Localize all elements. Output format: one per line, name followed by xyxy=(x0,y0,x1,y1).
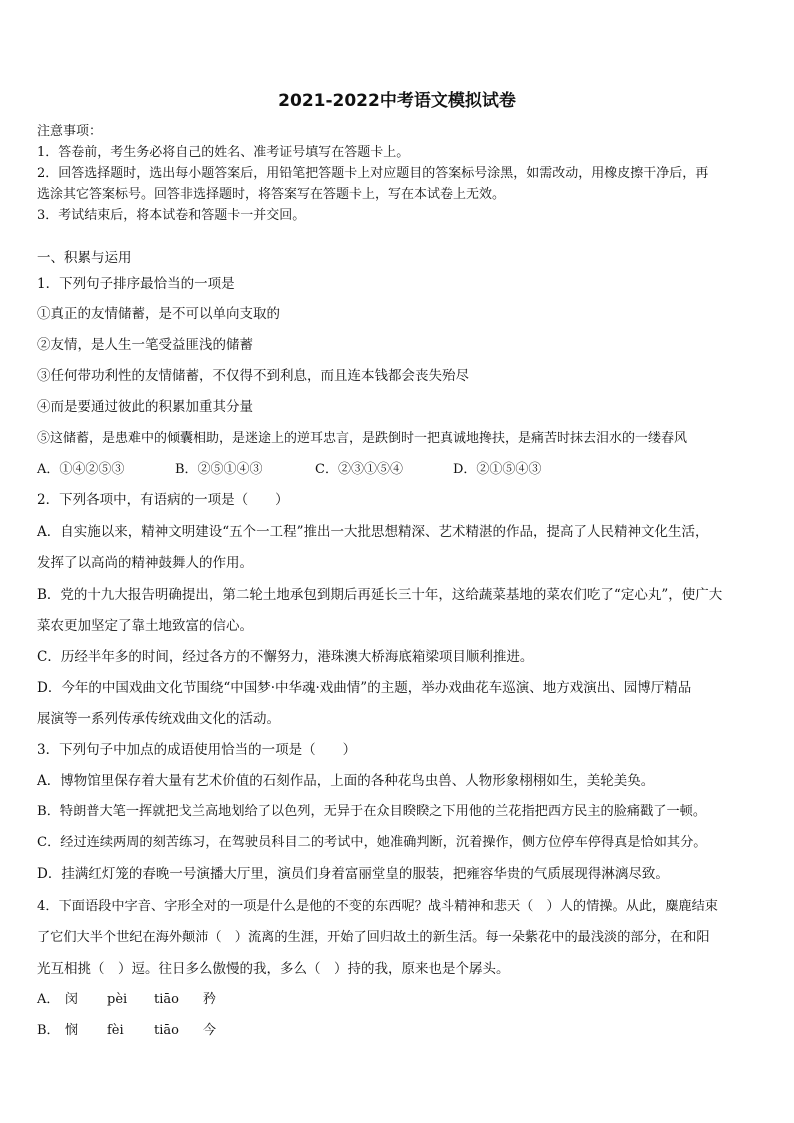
q4-option-word: 闵 xyxy=(65,992,79,1007)
q1-option-a: A．①④②⑤③ xyxy=(37,462,125,477)
q1-item: ③任何带功利性的友情储蓄，不仅得不到利息，而且连本钱都会丧失殆尽 xyxy=(37,368,469,384)
q1-option-c: C．②③①⑤④ xyxy=(315,462,403,477)
q1-option-d: D．②①⑤④③ xyxy=(453,462,542,477)
q1-stem: 1．下列句子排序最恰当的一项是 xyxy=(37,276,235,292)
notes-heading: 注意事项： xyxy=(37,124,103,139)
notes-line-1: 1．答卷前，考生务必将自己的姓名、准考证号填写在答题卡上。 xyxy=(37,145,410,160)
q4-option-word: fèi xyxy=(107,1023,124,1038)
q1-options xyxy=(37,458,541,477)
q4-line: 4．下面语段中字音、字形全对的一项是什么是他的不变的东西呢？战斗精神和悲天（ ）人的情操。从此，麋鹿结束 xyxy=(37,899,718,914)
q1-item: ⑤这储蓄，是患难中的倾囊相助，是迷途上的逆耳忠言，是跌倒时一把真诚地搀扶，是痛苦时抹去泪水的一缕春风 xyxy=(37,431,688,446)
notes-line-3: 选涂其它答案标号。回答非选择题时，将答案写在答题卡上，写在本试卷上无效。 xyxy=(37,187,506,202)
q2-line: 展演等一系列传承传统戏曲文化的活动。 xyxy=(37,711,280,727)
q2-line: B．党的十九大报告明确提出，第二轮土地承包到期后再延长三十年，这给蔬菜基地的菜农们吃了“定心丸”，使广大 xyxy=(37,587,723,603)
q4-option-word: 今 xyxy=(203,1023,217,1038)
q1-item: ②友情，是人生一笔受益匪浅的储蓄 xyxy=(37,337,253,353)
q2-line: A．自实施以来，精神文明建设“五个一工程”推出一大批思想精深、艺术精湛的作品，提高了人民精神文化生活， xyxy=(37,524,709,540)
q2-line: D．今年的中国戏曲文化节围绕“中国梦·中华魂·戏曲情”的主题，举办戏曲花车巡演、地方戏演出、园博厅精品 xyxy=(37,680,692,696)
q4-option-word: 矜 xyxy=(203,992,217,1007)
q4-line: 了它们大半个世纪在海外颠沛（ ）流离的生涯，开始了回归故土的新生活。每一朵紫花中的最浅淡的部分，在和阳 xyxy=(37,930,710,945)
q3-line: D．挂满红灯笼的春晚一号演播大厅里，演员们身着富丽堂皇的服装，把雍容华贵的气质展现得淋漓尽致。 xyxy=(37,866,669,882)
q2-line: 菜农更加坚定了靠土地致富的信心。 xyxy=(37,618,253,634)
q2-line: C．历经半年多的时间，经过各方的不懈努力，港珠澳大桥海底箱梁项目顺利推进。 xyxy=(37,649,534,665)
notes-line-4: 3．考试结束后，将本试卷和答题卡一并交回。 xyxy=(37,208,306,223)
q4-option-letter: A． xyxy=(37,992,60,1007)
q4-option-word: tiāo xyxy=(154,992,179,1007)
notes-line-2: 2．回答选择题时，选出每小题答案后，用铅笔把答题卡上对应题目的答案标号涂黑，如需改动，用橡皮擦干净后，再 xyxy=(37,166,709,181)
q4-line: 光互相挑（ ）逗。往日多么傲慢的我，多么（ ）持的我，原来也是个孱头。 xyxy=(37,961,510,977)
q2-line: 发挥了以高尚的精神鼓舞人的作用。 xyxy=(37,555,253,571)
exam-title: 2021-2022中考语文模拟试卷 xyxy=(278,91,516,111)
q1-item: ④而是要通过彼此的积累加重其分量 xyxy=(37,399,253,415)
q4-option-letter: B． xyxy=(37,1023,60,1038)
q2-stem: 2．下列各项中，有语病的一项是（ ） xyxy=(37,492,289,508)
q1-item: ①真正的友情储蓄，是不可以单向支取的 xyxy=(37,306,280,322)
q4-option-word: 悯 xyxy=(65,1023,79,1038)
q4-option-word: tiāo xyxy=(154,1023,179,1038)
section-heading: 一、积累与运用 xyxy=(37,250,132,266)
q3-line: A．博物馆里保存着大量有艺术价值的石刻作品，上面的各种花鸟虫兽、人物形象栩栩如生，美轮美奂。 xyxy=(37,773,655,789)
q4-option-word: pèi xyxy=(107,992,128,1007)
q3-line: B．特朗普大笔一挥就把戈兰高地划给了以色列，无异于在众目睽睽之下用他的兰花指把西方民主的脸痛戳了一顿。 xyxy=(37,804,707,819)
q4-option-b xyxy=(37,1019,216,1038)
q3-stem: 3．下列句子中加点的成语使用恰当的一项是（ ） xyxy=(37,742,357,758)
q3-line: C．经过连续两周的刻苦练习，在驾驶员科目二的考试中，她准确判断，沉着操作，侧方位停车停得真是恰如其分。 xyxy=(37,835,707,850)
q1-option-b: B．②⑤①④③ xyxy=(175,462,263,477)
q4-option-a xyxy=(37,988,216,1007)
